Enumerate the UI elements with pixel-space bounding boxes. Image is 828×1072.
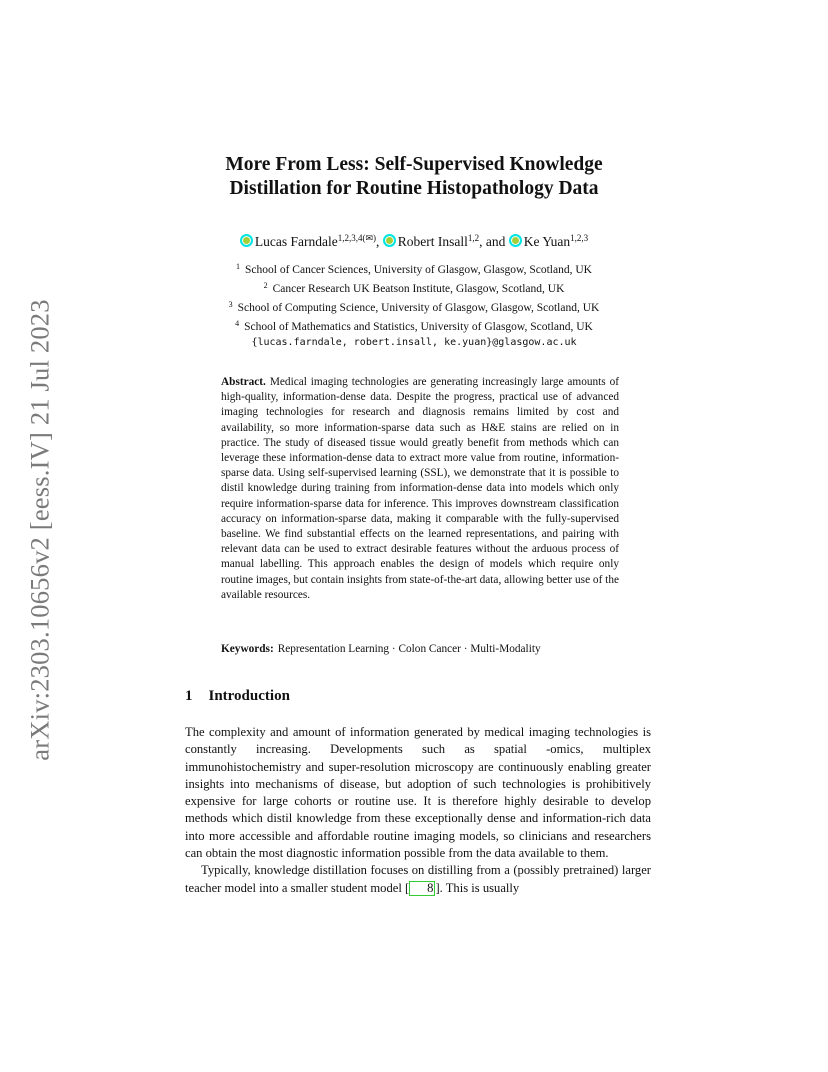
affiliation-number: 2 [263,281,268,290]
section-heading-introduction [185,686,290,706]
paragraph-text: Typically, knowledge distillation focuses on distilling from a (possibly pretrained) larger teacher model into a smaller student model [ [185,863,651,895]
author-name: Ke Yuan [523,234,571,249]
affiliations [150,259,678,350]
arxiv-identifier-stamp[interactable]: arXiv:2303.10656v2 [eess.IV] 21 Jul 2023 [24,299,55,761]
keywords-label: Keywords: [221,643,274,655]
section-number: 1 [185,688,193,704]
affiliation-text: School of Cancer Sciences, University of Glasgow, Glasgow, Scotland, UK [245,264,592,276]
body-paragraph [185,862,651,897]
orcid-icon[interactable] [383,234,396,247]
paper-title [150,153,678,201]
affiliation-line [150,259,678,278]
orcid-icon[interactable] [509,234,522,247]
affiliation-number: 3 [228,300,233,309]
author-name: Lucas Farndale [254,234,338,249]
paragraph-text: ]. This is usually [435,880,520,895]
citation-link[interactable]: 8 [409,881,435,896]
abstract-label: Abstract. [221,376,266,388]
affiliation-text: Cancer Research UK Beatson Institute, Glasgow, Scotland, UK [272,283,565,295]
affiliation-line [150,316,678,335]
author-separator: , [376,234,380,249]
author-separator: , and [479,234,506,249]
affiliation-number: 4 [235,319,240,328]
author-name: Robert Insall [397,234,468,249]
affiliation-number: 1 [236,262,241,271]
affiliation-text: School of Mathematics and Statistics, University of Glasgow, Scotland, UK [244,321,593,333]
affiliation-line [150,297,678,316]
abstract-text: Medical imaging technologies are generating increasingly large amounts of high-quality, information-dense data. Despite the progress, practical use of advanced imaging technologies for research and diagnosis remains limited by cost and availability, so more information-sparse data such as H&E stains are relied on in practice. The study of diseased tissue would greatly benefit from methods which can leverage these information-dense data to extract more value from routine, information-sparse data. Using self-supervised learning (SSL), we demonstrate that it is possible to distil knowledge during training from information-dense data into models which only require information-sparse data for inference. This improves downstream classification accuracy on information-sparse data, making it comparable with the fully-supervised baseline. We find substantial effects on the learned representations, and pairing with relevant data can be used to extract desirable features without the arduous process of manual labelling. This approach enables the design of models which require only routine images, but contain insights from state-of-the-art data, allowing better use of the available resources. [221,376,619,601]
body-paragraph: The complexity and amount of information generated by medical imaging technologies is constantly increasing. Developments such as spatial -omics, multiplex immunohistochemistry and super-resolution microscopy are continuously enabling greater insights into mechanisms of disease, but adoption of such technologies is prohibitively expensive for large cohorts or routine use. It is therefore highly desirable to develop methods which distil knowledge from these exceptionally dense and information-rich data into more accessible and affordable routine imaging models, so clinicians and researchers can obtain the most diagnostic information possible from the data available to them. [185,725,651,861]
author-superscript: 1,2 [467,233,480,243]
orcid-icon[interactable] [240,234,253,247]
author-superscript: 1,2,3 [570,233,589,243]
abstract [221,375,619,603]
author-list [150,229,678,251]
introduction-body [185,724,651,897]
affiliation-text: School of Computing Science, University of Glasgow, Glasgow, Scotland, UK [237,302,600,314]
keywords-text: Representation Learning · Colon Cancer · Multi-Modality [277,643,541,655]
title-line-1: More From Less: Self-Supervised Knowledge [225,154,603,175]
keywords [221,642,619,657]
affiliation-line [150,278,678,297]
author-emails: {lucas.farndale, robert.insall, ke.yuan}@glasgow.ac.uk [251,337,577,348]
section-title: Introduction [208,688,290,704]
title-line-2: Distillation for Routine Histopathology Data [229,178,599,199]
author-superscript: 1,2,3,4(✉) [337,233,376,243]
